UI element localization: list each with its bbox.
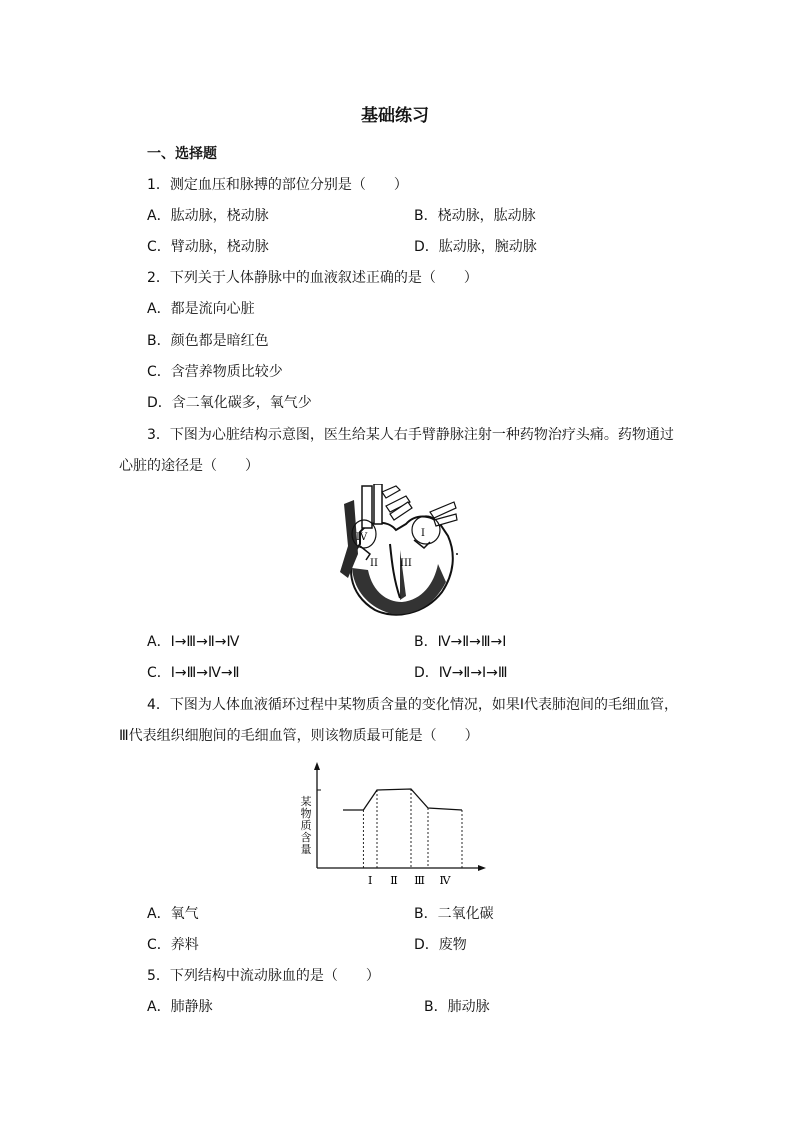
- q5-stem: 5．下列结构中流动脉血的是（ ）: [147, 968, 380, 984]
- q2-option-a: A．都是流向心脏: [147, 301, 255, 317]
- q2-stem: 2．下列关于人体静脉中的血液叙述正确的是（ ）: [147, 270, 478, 286]
- q4-option-d: D．废物: [414, 937, 467, 953]
- page-title: 基础练习: [361, 106, 429, 126]
- q3-option-d: D．Ⅳ→Ⅱ→Ⅰ→Ⅲ: [414, 665, 508, 681]
- q1-stem: 1．测定血压和脉搏的部位分别是（ ）: [147, 177, 408, 193]
- chamber-label-i: I: [421, 528, 425, 539]
- q1-option-a: A．肱动脉，桡动脉: [147, 208, 269, 224]
- y-axis-label-char: 某: [300, 795, 312, 808]
- q5-option-a: A．肺静脉: [147, 999, 213, 1015]
- x-tick-label: Ⅳ: [439, 874, 451, 887]
- substance-content-chart: [296, 760, 486, 890]
- chamber-label-iv: IV: [356, 532, 368, 543]
- q3-option-a: A．Ⅰ→Ⅲ→Ⅱ→Ⅳ: [147, 634, 240, 650]
- q1-option-d: D．肱动脉，腕动脉: [414, 239, 537, 255]
- q1-option-c: C．臂动脉，桡动脉: [147, 239, 269, 255]
- q4-stem-line1: 4．下图为人体血液循环过程中某物质含量的变化情况，如果Ⅰ代表肺泡间的毛细血管，: [147, 697, 679, 713]
- x-axis-arrow: [478, 865, 486, 871]
- q4-option-a: A．氧气: [147, 906, 199, 922]
- q3-stem-line2: 心脏的途径是（ ）: [119, 458, 259, 474]
- q2-option-d: D．含二氧化碳多，氧气少: [147, 395, 312, 411]
- y-axis-label-char: 量: [300, 843, 312, 856]
- q3-option-c: C．Ⅰ→Ⅲ→Ⅳ→Ⅱ: [147, 665, 240, 681]
- x-tick-label: Ⅰ: [368, 874, 373, 887]
- q2-option-c: C．含营养物质比较少: [147, 364, 283, 380]
- series-line: [343, 789, 462, 810]
- q4-option-b: B．二氧化碳: [414, 906, 494, 922]
- y-axis-label-char: 质: [300, 819, 312, 832]
- q5-option-b: B．肺动脉: [424, 999, 490, 1015]
- heart-diagram: [330, 484, 465, 619]
- y-axis-label-char: 含: [300, 831, 312, 844]
- q4-option-c: C．养料: [147, 937, 199, 953]
- q4-stem-line2: Ⅲ代表组织细胞间的毛细血管，则该物质最可能是（ ）: [119, 728, 479, 744]
- chamber-label-ii: II: [370, 558, 378, 569]
- x-tick-label: Ⅲ: [414, 874, 425, 887]
- q1-option-b: B．桡动脉，肱动脉: [414, 208, 536, 224]
- x-tick-label: Ⅱ: [390, 874, 398, 887]
- y-axis-label-char: 物: [300, 807, 312, 820]
- q3-stem-line1: 3．下图为心脏结构示意图，医生给某人右手臂静脉注射一种药物治疗头痛。药物通过: [147, 427, 674, 443]
- y-axis-arrow: [314, 762, 320, 770]
- chamber-label-iii: III: [400, 558, 412, 569]
- y-axis-label: [301, 794, 312, 856]
- section-heading: 一、选择题: [147, 146, 217, 162]
- q3-option-b: B．Ⅳ→Ⅱ→Ⅲ→Ⅰ: [414, 634, 507, 650]
- q2-option-b: B．颜色都是暗红色: [147, 333, 269, 349]
